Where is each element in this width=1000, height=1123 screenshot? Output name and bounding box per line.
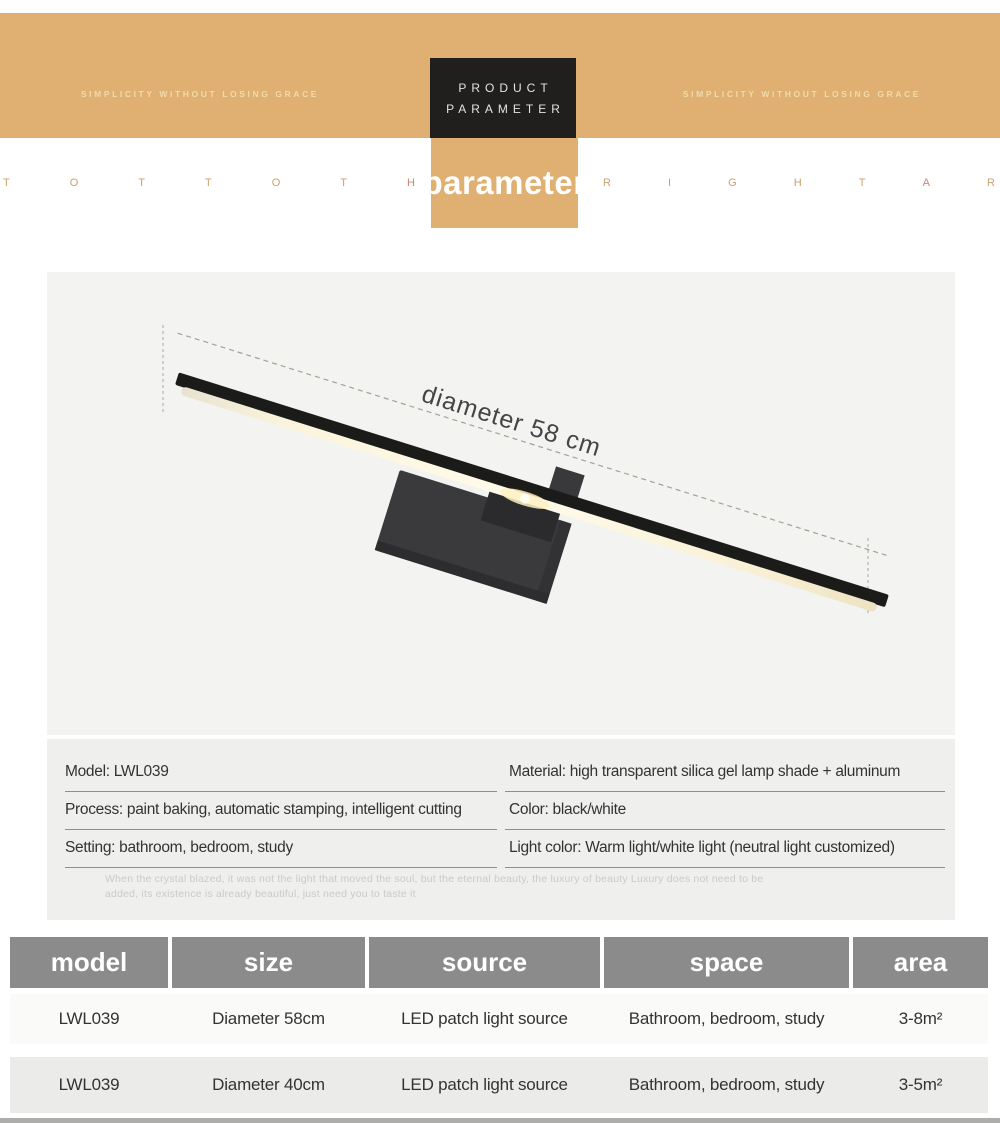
decor-letters-left — [3, 177, 415, 189]
table-header-size: size — [172, 937, 365, 988]
decor-letter: R — [603, 177, 611, 189]
decor-letter: R — [986, 177, 995, 189]
decor-letter: A — [922, 177, 930, 189]
spec-divider — [505, 829, 945, 830]
cell-area: 3-5m² — [898, 1075, 943, 1094]
cell-source: LED patch light source — [401, 1009, 568, 1028]
cell-source: LED patch light source — [401, 1075, 568, 1094]
decor-letter: T — [138, 177, 145, 189]
spec-table-header — [0, 937, 1000, 988]
product-parameter-title-box — [430, 58, 576, 138]
decor-letter: H — [406, 177, 415, 189]
cell-size: Diameter 40cm — [212, 1075, 325, 1094]
spec-color: Color: black/white — [509, 801, 626, 818]
spec-divider — [505, 867, 945, 868]
tagline-right: SIMPLICITY WITHOUT LOSING GRACE — [682, 89, 922, 99]
decor-letter: T — [3, 177, 10, 189]
spec-light-color: Light color: Warm light/white light (neutral light customized) — [509, 839, 895, 856]
table-header-space: space — [604, 937, 849, 988]
decor-letters-right — [603, 177, 995, 189]
spec-process: Process: paint baking, automatic stamping, intelligent cutting — [65, 801, 462, 818]
cell-model: LWL039 — [58, 1009, 120, 1028]
cell-space: Bathroom, bedroom, study — [628, 1009, 825, 1028]
title-line-1: PRODUCT — [458, 80, 553, 95]
table-row — [10, 1057, 988, 1113]
spec-divider — [505, 791, 945, 792]
parameter-ribbon-label: parameter — [422, 164, 587, 201]
tagline-left: SIMPLICITY WITHOUT LOSING GRACE — [80, 89, 320, 99]
decor-letter: T — [858, 177, 866, 189]
cell-space: Bathroom, bedroom, study — [628, 1075, 825, 1094]
decor-letter: T — [204, 177, 212, 189]
cell-size: Diameter 58cm — [212, 1009, 325, 1028]
dimension-label: diameter 58 cm — [418, 379, 605, 463]
product-image-panel — [47, 272, 955, 735]
spec-divider — [65, 867, 497, 868]
table-header-model: model — [10, 937, 168, 988]
title-line-2: PARAMETER — [446, 101, 565, 116]
table-header-source: source — [369, 937, 600, 988]
decor-letter: G — [728, 177, 737, 189]
spec-panel — [47, 739, 955, 920]
decor-letter: H — [793, 177, 802, 189]
spec-setting: Setting: bathroom, bedroom, study — [65, 839, 293, 856]
decor-letter: T — [340, 177, 347, 189]
decor-letter: I — [668, 177, 672, 189]
table-row — [10, 994, 988, 1044]
spec-divider — [65, 829, 497, 830]
table-header-area: area — [853, 937, 988, 988]
decor-letter: O — [271, 177, 281, 189]
marketing-note-line-1: When the crystal blazed, it was not the light that moved the soul, but the eternal beauty, the luxury of beauty Luxury does not need to be — [105, 873, 764, 885]
cell-model: LWL039 — [58, 1075, 120, 1094]
cell-area: 3-8m² — [898, 1009, 943, 1028]
marketing-note-line-2: added, its existence is already beautiful, just need you to taste it — [105, 888, 416, 900]
spec-divider — [65, 791, 497, 792]
spec-material: Material: high transparent silica gel lamp shade + aluminum — [509, 763, 901, 780]
bottom-divider — [0, 1118, 1000, 1123]
spec-model: Model: LWL039 — [65, 763, 169, 780]
wall-lamp-illustration — [47, 272, 955, 735]
parameter-ribbon — [422, 138, 587, 228]
decor-letter: O — [69, 177, 79, 189]
